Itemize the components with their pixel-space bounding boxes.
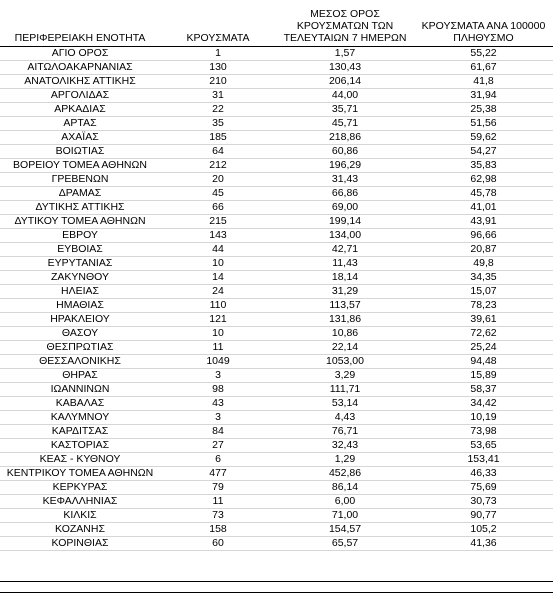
cell-region: ΗΜΑΘΙΑΣ xyxy=(56,299,104,311)
cell-cases: 1 xyxy=(215,47,221,59)
cell-cases: 477 xyxy=(209,467,227,479)
table-body xyxy=(0,47,553,551)
cell-cases: 84 xyxy=(212,425,224,437)
cell-region: ΑΧΑΪΑΣ xyxy=(61,131,99,143)
cell-avg7: 3,29 xyxy=(334,369,356,381)
cell-region: ΖΑΚΥΝΘΟΥ xyxy=(50,271,109,283)
cell-per100k: 94,48 xyxy=(470,355,497,367)
cell-per100k: 35,83 xyxy=(470,159,497,171)
cell-avg7: 11,43 xyxy=(332,257,358,269)
cell-cases: 210 xyxy=(209,75,227,87)
cell-region: ΗΛΕΙΑΣ xyxy=(60,285,99,297)
table-row xyxy=(0,453,553,467)
cell-avg7: 66,86 xyxy=(331,187,359,199)
table-row xyxy=(0,327,553,341)
cell-avg7: 199,14 xyxy=(328,215,362,227)
cell-avg7: 206,14 xyxy=(328,75,362,87)
table-row xyxy=(0,89,553,103)
cell-region: ΚΕΝΤΡΙΚΟΥ ΤΟΜΕΑ ΑΘΗΝΩΝ xyxy=(6,467,154,479)
cell-region: ΕΥΡΥΤΑΝΙΑΣ xyxy=(47,257,113,269)
cell-region: ΘΗΡΑΣ xyxy=(62,369,98,381)
cell-avg7: 45,71 xyxy=(331,117,359,129)
table-row xyxy=(0,439,553,453)
cell-region: ΑΓΙΟ ΟΡΟΣ xyxy=(51,47,109,59)
cell-region: ΔΥΤΙΚΟΥ ΤΟΜΕΑ ΑΘΗΝΩΝ xyxy=(14,215,146,227)
table-row xyxy=(0,355,553,369)
cell-avg7: 1,29 xyxy=(334,453,356,465)
table-row xyxy=(0,397,553,411)
cell-cases: 14 xyxy=(212,271,224,283)
table-row xyxy=(0,411,553,425)
cell-per100k: 25,38 xyxy=(470,103,497,115)
table-row xyxy=(0,131,553,145)
table-row xyxy=(0,173,553,187)
cell-avg7: 1,57 xyxy=(334,47,356,59)
cell-per100k: 46,33 xyxy=(470,467,497,479)
cell-avg7: 71,00 xyxy=(331,509,359,521)
cell-cases: 45 xyxy=(212,187,224,199)
cell-region: ΚΑΛΥΜΝΟΥ xyxy=(50,411,110,423)
table-row xyxy=(0,425,553,439)
header-region: ΠΕΡΙΦΕΡΕΙΑΚΗ ΕΝΟΤΗΤΑ xyxy=(14,32,146,44)
cell-cases: 130 xyxy=(209,61,227,73)
table-row xyxy=(0,145,553,159)
cell-region: ΔΥΤΙΚΗΣ ΑΤΤΙΚΗΣ xyxy=(35,201,125,213)
table-row xyxy=(0,215,553,229)
cell-cases: 66 xyxy=(212,201,224,213)
table-row xyxy=(0,523,553,537)
cell-region: ΚΕΑΣ - ΚΥΘΝΟΥ xyxy=(39,453,121,465)
table-row xyxy=(0,103,553,117)
cell-avg7: 111,71 xyxy=(329,383,361,395)
header-per100k-line1: ΚΡΟΥΣΜΑΤΑ ΑΝΑ 100000 xyxy=(421,20,546,32)
cell-avg7: 113,57 xyxy=(329,299,361,311)
cell-cases: 143 xyxy=(209,229,227,241)
table-row xyxy=(0,537,553,551)
cell-per100k: 45,78 xyxy=(470,187,497,199)
cell-region: ΚΟΖΑΝΗΣ xyxy=(55,523,105,535)
header-avg7-line1: ΜΕΣΟΣ ΟΡΟΣ xyxy=(310,8,380,20)
cell-per100k: 105,2 xyxy=(470,523,497,535)
cell-region: ΚΟΡΙΝΘΙΑΣ xyxy=(51,537,109,549)
table-row xyxy=(0,201,553,215)
cell-per100k: 72,62 xyxy=(470,327,497,339)
cell-region: ΘΕΣΠΡΩΤΙΑΣ xyxy=(46,341,114,353)
header-avg7-line2: ΚΡΟΥΣΜΑΤΩΝ ΤΩΝ xyxy=(296,20,394,32)
cell-region: ΚΑΒΑΛΑΣ xyxy=(55,397,105,409)
cell-avg7: 131,86 xyxy=(328,313,362,325)
cell-per100k: 34,35 xyxy=(470,271,497,283)
cell-per100k: 31,94 xyxy=(470,89,497,101)
cell-avg7: 32,43 xyxy=(331,439,359,451)
cell-region: ΑΙΤΩΛΟΑΚΑΡΝΑΝΙΑΣ xyxy=(27,61,133,73)
cell-avg7: 35,71 xyxy=(331,103,359,115)
header-avg7-line3: ΤΕΛΕΥΤΑΙΩΝ 7 ΗΜΕΡΩΝ xyxy=(283,32,407,44)
cell-cases: 27 xyxy=(212,439,224,451)
cell-avg7: 44,00 xyxy=(331,89,359,101)
cell-cases: 64 xyxy=(212,145,224,157)
cell-region: ΚΑΡΔΙΤΣΑΣ xyxy=(51,425,109,437)
table-row xyxy=(0,117,553,131)
cell-cases: 185 xyxy=(209,131,227,143)
table-row xyxy=(0,509,553,523)
cell-cases: 10 xyxy=(212,257,224,269)
table-row xyxy=(0,271,553,285)
cell-avg7: 60,86 xyxy=(331,145,359,157)
cell-cases: 35 xyxy=(212,117,224,129)
cell-per100k: 90,77 xyxy=(470,509,497,521)
cell-per100k: 43,91 xyxy=(470,215,497,227)
cell-cases: 110 xyxy=(209,299,227,311)
table-row xyxy=(0,187,553,201)
table-row xyxy=(0,495,553,509)
cell-cases: 11 xyxy=(212,341,224,353)
cell-cases: 212 xyxy=(209,159,227,171)
cell-avg7: 218,86 xyxy=(328,131,362,143)
table-row xyxy=(0,61,553,75)
cell-cases: 44 xyxy=(212,243,224,255)
cell-region: ΕΥΒΟΙΑΣ xyxy=(57,243,103,255)
cell-per100k: 25,24 xyxy=(470,341,497,353)
cell-cases: 11 xyxy=(212,495,224,507)
cell-region: ΚΕΦΑΛΛΗΝΙΑΣ xyxy=(42,495,118,507)
cell-per100k: 55,22 xyxy=(470,47,497,59)
cell-region: ΔΡΑΜΑΣ xyxy=(58,187,102,199)
cell-per100k: 59,62 xyxy=(470,131,497,143)
header-per100k xyxy=(414,20,553,44)
cell-per100k: 15,07 xyxy=(470,285,497,297)
cell-region: ΑΡΚΑΔΙΑΣ xyxy=(54,103,106,115)
cell-avg7: 65,57 xyxy=(331,537,359,549)
cell-region: ΚΙΛΚΙΣ xyxy=(63,509,97,521)
cell-cases: 24 xyxy=(212,285,224,297)
header-per100k-line2: ΠΛΗΘΥΣΜΟ xyxy=(453,32,514,44)
table-row xyxy=(0,47,553,61)
cell-region: ΑΡΤΑΣ xyxy=(63,117,97,129)
cell-avg7: 130,43 xyxy=(328,61,362,73)
cell-per100k: 30,73 xyxy=(470,495,497,507)
cell-avg7: 76,71 xyxy=(331,425,359,437)
cell-cases: 3 xyxy=(215,411,221,423)
cell-per100k: 15,89 xyxy=(470,369,497,381)
cell-per100k: 34,42 xyxy=(470,397,497,409)
cell-per100k: 73,98 xyxy=(470,425,497,437)
cell-per100k: 51,56 xyxy=(470,117,497,129)
cell-avg7: 53,14 xyxy=(331,397,359,409)
cell-per100k: 54,27 xyxy=(470,145,497,157)
cell-region: ΚΕΡΚΥΡΑΣ xyxy=(52,481,108,493)
cell-cases: 215 xyxy=(209,215,227,227)
table-row xyxy=(0,369,553,383)
table-row xyxy=(0,159,553,173)
cell-cases: 60 xyxy=(212,537,224,549)
cell-region: ΕΒΡΟΥ xyxy=(62,229,98,241)
table-row xyxy=(0,481,553,495)
cell-per100k: 20,87 xyxy=(470,243,497,255)
table-row xyxy=(0,299,553,313)
cell-cases: 121 xyxy=(209,313,227,325)
cell-cases: 20 xyxy=(212,173,224,185)
cell-avg7: 22,14 xyxy=(331,341,359,353)
cell-per100k: 41,36 xyxy=(470,537,497,549)
cell-avg7: 18,14 xyxy=(331,271,359,283)
cell-region: ΑΡΓΟΛΙΔΑΣ xyxy=(50,89,110,101)
table-row xyxy=(0,467,553,481)
cell-avg7: 196,29 xyxy=(328,159,362,171)
cell-region: ΙΩΑΝΝΙΝΩΝ xyxy=(50,383,110,395)
cell-cases: 43 xyxy=(212,397,224,409)
cell-region: ΘΕΣΣΑΛΟΝΙΚΗΣ xyxy=(39,355,121,367)
table-row xyxy=(0,243,553,257)
cell-cases: 79 xyxy=(212,481,224,493)
cell-region: ΑΝΑΤΟΛΙΚΗΣ ΑΤΤΙΚΗΣ xyxy=(24,75,136,87)
cell-avg7: 42,71 xyxy=(331,243,359,255)
cell-cases: 10 xyxy=(212,327,224,339)
cell-per100k: 41,8 xyxy=(473,75,494,87)
cell-per100k: 41,01 xyxy=(470,201,497,213)
cell-cases: 73 xyxy=(212,509,224,521)
cell-avg7: 452,86 xyxy=(328,467,362,479)
cell-per100k: 75,69 xyxy=(470,481,497,493)
table-bottom-divider xyxy=(0,581,553,582)
table-row xyxy=(0,257,553,271)
table-bottom-divider-2 xyxy=(0,592,553,593)
header-cases: ΚΡΟΥΣΜΑΤΑ xyxy=(186,32,250,44)
cell-region: ΗΡΑΚΛΕΙΟΥ xyxy=(50,313,110,325)
cell-per100k: 10,19 xyxy=(470,411,497,423)
cell-avg7: 154,57 xyxy=(328,523,362,535)
table-row xyxy=(0,341,553,355)
cell-cases: 158 xyxy=(209,523,227,535)
cell-avg7: 86,14 xyxy=(331,481,359,493)
table-header xyxy=(0,0,553,46)
cell-region: ΚΑΣΤΟΡΙΑΣ xyxy=(50,439,110,451)
cell-cases: 3 xyxy=(215,369,221,381)
cell-region: ΓΡΕΒΕΝΩΝ xyxy=(51,173,109,185)
cell-avg7: 6,00 xyxy=(334,495,356,507)
cell-avg7: 31,43 xyxy=(331,173,359,185)
cell-per100k: 153,41 xyxy=(467,453,500,465)
cell-cases: 6 xyxy=(215,453,221,465)
cell-per100k: 62,98 xyxy=(470,173,497,185)
table-row xyxy=(0,313,553,327)
cell-per100k: 96,66 xyxy=(470,229,497,241)
table-row xyxy=(0,383,553,397)
cell-per100k: 49,8 xyxy=(473,257,494,269)
cell-region: ΒΟΙΩΤΙΑΣ xyxy=(55,145,105,157)
cell-region: ΘΑΣΟΥ xyxy=(61,327,99,339)
table-row xyxy=(0,75,553,89)
cell-avg7: 4,43 xyxy=(334,411,356,423)
table-row xyxy=(0,285,553,299)
cell-region: ΒΟΡΕΙΟΥ ΤΟΜΕΑ ΑΘΗΝΩΝ xyxy=(13,159,147,171)
header-avg7 xyxy=(276,8,414,44)
cell-cases: 98 xyxy=(212,383,224,395)
cell-avg7: 10,86 xyxy=(331,327,359,339)
cell-per100k: 53,65 xyxy=(470,439,497,451)
cell-cases: 1049 xyxy=(206,355,230,367)
cell-avg7: 134,00 xyxy=(328,229,362,241)
cell-cases: 31 xyxy=(212,89,224,101)
cell-avg7: 1053,00 xyxy=(326,355,364,367)
table-row xyxy=(0,229,553,243)
cell-avg7: 31,29 xyxy=(331,285,359,297)
cell-per100k: 61,67 xyxy=(470,61,497,73)
cell-per100k: 58,37 xyxy=(470,383,497,395)
cell-cases: 22 xyxy=(212,103,224,115)
cell-per100k: 39,61 xyxy=(470,313,497,325)
cell-per100k: 78,23 xyxy=(470,299,497,311)
cell-avg7: 69,00 xyxy=(331,201,359,213)
